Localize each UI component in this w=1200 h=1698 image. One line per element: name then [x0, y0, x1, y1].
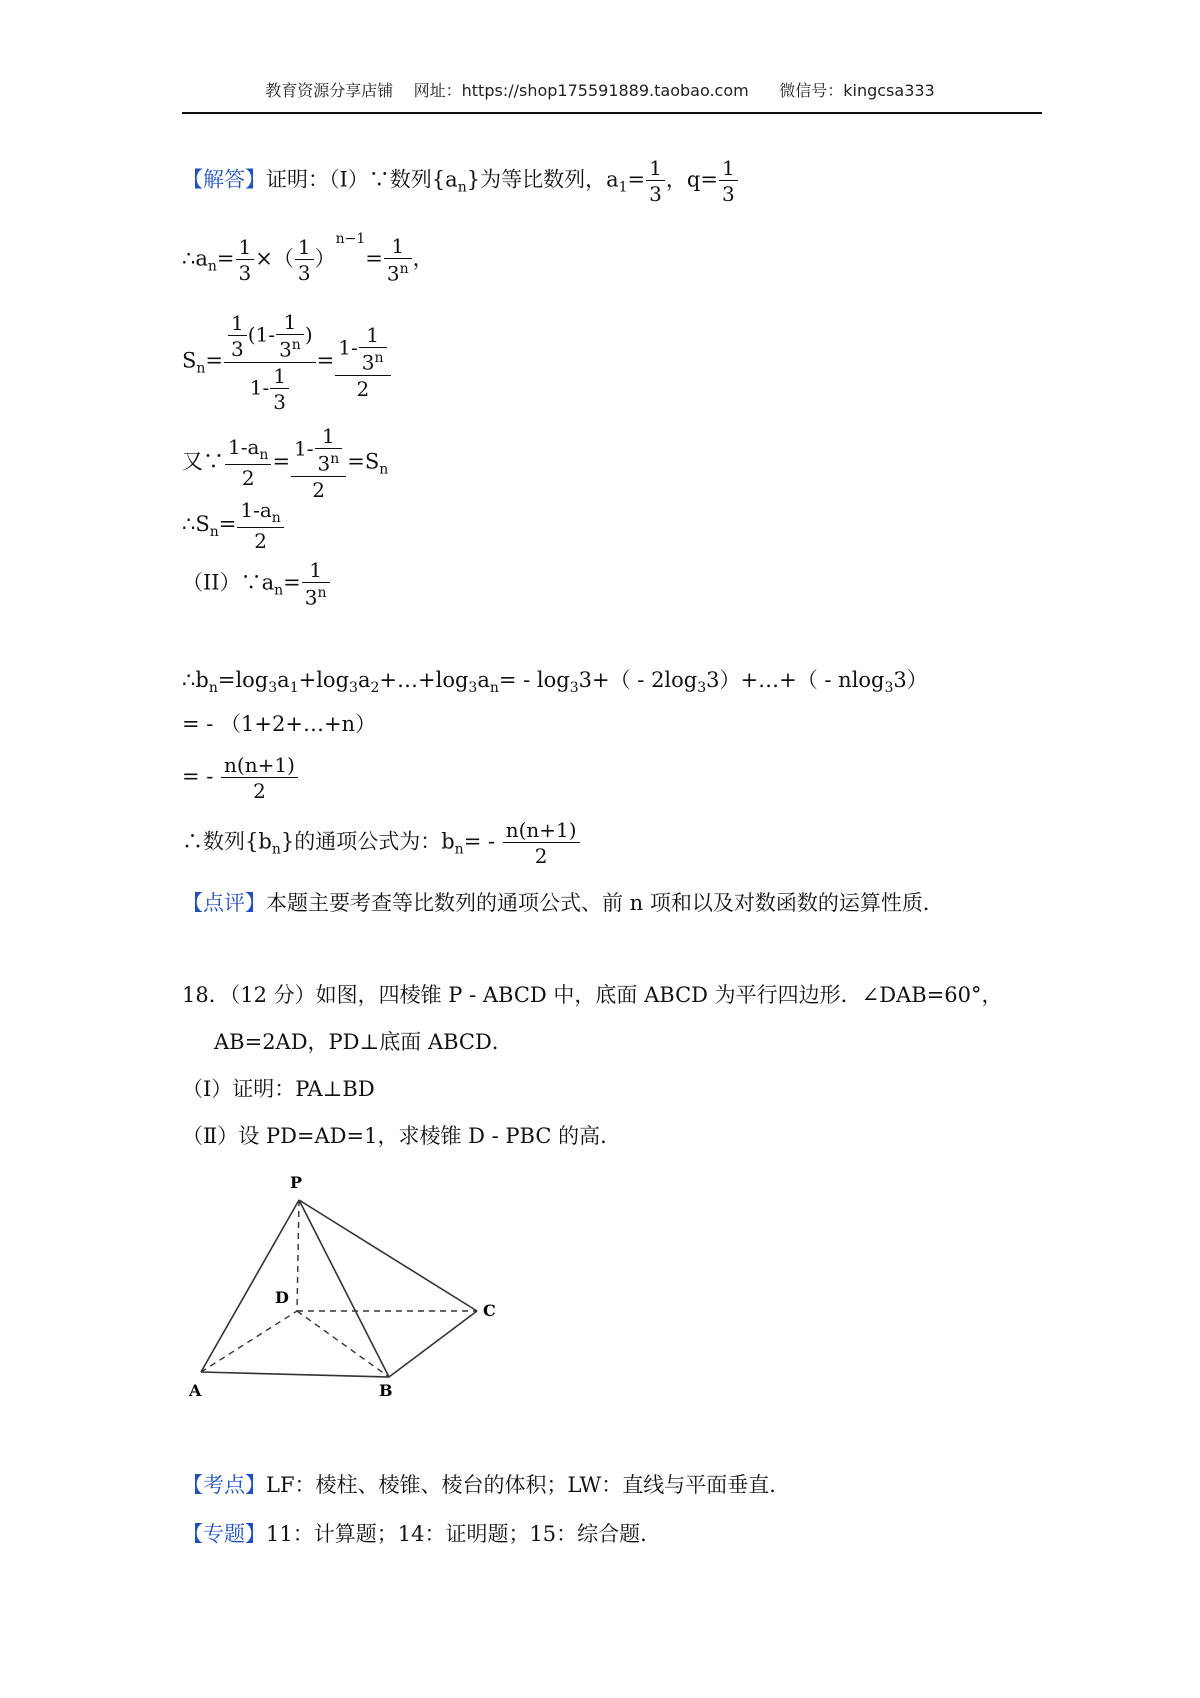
label-D: D [275, 1288, 289, 1307]
part2-prefix: （II）∵a [182, 570, 275, 595]
answer-intro: 证明：（I）∵数列{a [266, 167, 458, 192]
a1-eq: = [627, 167, 646, 192]
an-frac-2-den: 3 [295, 259, 314, 283]
therefore-sn-sub: n [209, 524, 219, 540]
an-exponent: n−1 [335, 231, 366, 248]
an-formula-line [182, 231, 434, 286]
neg-frac-den: 2 [221, 777, 298, 801]
pyramid-diagram [175, 1170, 515, 1405]
final-mid-sub: n [454, 841, 464, 858]
sum-line: = - （1+2+…+n） [182, 712, 377, 736]
zhuanti-tag: 【专题】 [182, 1522, 266, 1546]
an-frac-3-base: 3 [386, 261, 400, 286]
q-frac-den: 3 [719, 180, 738, 204]
sn-eq-1: = [205, 348, 224, 373]
sn-inner-frac-exp: n [291, 337, 301, 353]
label-B: B [379, 1381, 393, 1400]
therefore-sn-frac [237, 500, 283, 551]
edge-PC [299, 1200, 477, 1311]
you-line [182, 426, 388, 500]
header-wechat-label: 微信号： [779, 81, 844, 100]
comment-text: 本题主要考查等比数列的通项公式、前 n 项和以及对数函数的运算性质． [266, 891, 944, 915]
final-frac-num: n(n+1) [505, 818, 577, 842]
label-A: A [189, 1381, 202, 1400]
sn-formula-line [182, 312, 392, 412]
bn-mid-1-base: 3 [697, 680, 707, 696]
edge-PA [201, 1200, 299, 1372]
problem18-line-1: 18．（12 分）如图，四棱锥 P - ABCD 中，底面 ABCD 为平行四边形．∠DAB=60°， [182, 983, 1003, 1007]
you-frac-2-inner-den [315, 448, 343, 474]
neg-eq: = - [182, 764, 221, 789]
an-frac-2-num: 1 [297, 234, 311, 259]
sn-eq-2: = [316, 348, 335, 373]
you-frac-2-one-minus: 1- [294, 436, 314, 461]
you-frac-1-num [225, 437, 271, 464]
an-frac-1-num: 1 [238, 234, 252, 259]
answer-intro-sub: n [457, 179, 467, 196]
problem18-part-2: （Ⅱ）设 PD=AD=1，求棱锥 D - PBC 的高． [182, 1124, 622, 1148]
part2-line [182, 560, 331, 608]
kaodian-tag: 【考点】 [182, 1473, 266, 1497]
final-frac [503, 820, 580, 866]
kaodian-text: LF：棱柱、棱锥、棱台的体积；LW：直线与平面垂直． [266, 1473, 791, 1497]
sn-big-num [224, 312, 316, 362]
header-shop: 教育资源分享店铺 [265, 81, 394, 100]
bn-log-1: =log [217, 668, 269, 692]
you-eq: = [272, 449, 291, 474]
an-prefix: ∴a [182, 246, 208, 271]
sn-inner-frac-den [276, 334, 304, 360]
bn-log-1-base: 3 [268, 680, 278, 696]
neg-frac-num: n(n+1) [224, 753, 295, 777]
an-times: ×（ [255, 246, 294, 271]
an-frac-3 [384, 236, 412, 284]
you-prefix: 又∵ [182, 449, 224, 474]
sn-label: S [182, 348, 197, 373]
kaodian-line [182, 1471, 790, 1499]
an-frac-1 [236, 234, 255, 285]
bn-an-sub: n [489, 680, 499, 696]
bn-log-2-base: 3 [349, 680, 358, 696]
bn-mid-2: 3）+…+（ - nlog [706, 668, 885, 692]
edge-DB [297, 1311, 389, 1377]
q-label: ，q= [665, 167, 718, 192]
label-C: C [483, 1301, 496, 1320]
you-frac-1-text: 1-a [228, 435, 260, 460]
sn-inner-frac-base: 3 [279, 337, 292, 362]
part2-frac [302, 560, 330, 608]
sn-rhs-num [335, 325, 390, 375]
zhuanti-text: 11：计算题；14：证明题；15：综合题． [266, 1522, 662, 1546]
bn-eq-log-base: 3 [569, 680, 579, 696]
final-frac-den: 2 [503, 842, 580, 866]
therefore-sn: ∴S [182, 512, 210, 536]
an-eq-1: = [216, 246, 235, 271]
comment-line [182, 889, 944, 917]
you-sn-tail: =S [347, 449, 380, 474]
you-frac-1 [225, 435, 271, 491]
final-line [182, 820, 581, 866]
pyramid-figure [175, 1170, 515, 1409]
sn-rhs-den: 2 [335, 375, 390, 399]
label-P: P [290, 1173, 303, 1192]
sn-rhs-inner-num: 1 [366, 323, 379, 347]
an-frac-3-den [384, 258, 412, 284]
you-frac-2-den: 2 [291, 476, 346, 500]
final-prefix: ∴数列{b [182, 829, 272, 854]
sn-label-sub: n [196, 360, 206, 377]
you-frac-2-inner-base: 3 [317, 451, 331, 476]
part2-frac-num: 1 [309, 558, 323, 582]
sn-coef-den: 3 [228, 335, 247, 359]
you-frac-2-inner [315, 426, 343, 474]
edge-PD [297, 1200, 299, 1311]
final-prefix-sub: n [271, 841, 281, 858]
sn-rhs-inner-den [359, 347, 387, 373]
problem18-part-1: （Ⅰ）证明：PA⊥BD [182, 1077, 375, 1101]
sn-inner-frac [276, 312, 304, 360]
sn-coef-frac [228, 310, 247, 361]
bn-eq-neg-log: = - log [498, 668, 570, 692]
therefore-sn-frac-text: 1-a [240, 498, 272, 522]
problem18-line-2: AB=2AD，PD⊥底面 ABCD． [214, 1030, 513, 1054]
you-sn-sub: n [379, 461, 389, 478]
sn-rhs-inner-base: 3 [361, 350, 375, 375]
therefore-sn-frac-sub: n [271, 510, 281, 526]
bn-prefix: ∴b [182, 668, 209, 692]
a1-frac-den: 3 [646, 180, 665, 204]
you-frac-1-sub: n [259, 447, 269, 464]
therefore-sn-frac-num [237, 500, 283, 527]
sn-den-frac-num: 1 [273, 363, 286, 388]
you-frac-1-den: 2 [225, 464, 271, 488]
zhuanti-line [182, 1520, 661, 1548]
bn-log-line: $\therefore b_n=\log_3a_1+\log_3a_2+\dots+\log_3a_n= - \log_33+$（ - $2\log_33)+\dots+( - nlog_33)$ [182, 668, 928, 696]
you-frac-2-inner-exp: n [330, 451, 340, 467]
sn-inner-close: ) [304, 322, 313, 347]
an-frac-1-den: 3 [236, 259, 255, 283]
answer-line-1 [182, 158, 739, 204]
answer-intro-tail: }为等比数列， [466, 167, 607, 192]
part2-sub: n [274, 582, 284, 599]
bn-mid-3: 3） [893, 668, 928, 692]
part2-frac-den [302, 582, 330, 608]
bn-mid-1: 3+（ - 2log [578, 668, 698, 692]
header-divider [182, 112, 1042, 114]
bn-a1-sub: 1 [289, 680, 299, 696]
bn-mid-2-base: 3 [884, 680, 894, 696]
therefore-sn-line [182, 500, 285, 551]
sn-inner-frac-num: 1 [283, 310, 297, 334]
q-frac-num: 1 [721, 156, 735, 180]
part2-eq: = [283, 570, 301, 595]
bn-log-3: +…+log [379, 668, 469, 692]
bn-prefix-sub: n [208, 680, 218, 696]
edge-BC [389, 1311, 477, 1377]
bn-log-3-base: 3 [468, 680, 478, 696]
final-mid: }的通项公式为：b [280, 829, 455, 854]
final-eq: = - [463, 829, 502, 854]
a1-frac-num: 1 [649, 156, 662, 180]
sn-big-den [224, 362, 316, 412]
neg-frac-line [182, 755, 299, 801]
an-prefix-sub: n [207, 258, 217, 275]
an-frac-2 [295, 234, 314, 285]
a1-fraction [646, 158, 665, 204]
sn-inner: (1- [247, 322, 276, 347]
therefore-sn-eq: = [218, 512, 237, 536]
page-header [0, 78, 1200, 101]
edge-AB [201, 1372, 389, 1377]
sn-den-frac [270, 363, 289, 414]
edge-PB [299, 1200, 389, 1377]
sn-den-frac-den: 3 [270, 388, 289, 412]
sn-den-one-minus: 1- [249, 375, 270, 400]
sn-big-fraction [224, 312, 316, 412]
an-comma: ， [412, 246, 434, 271]
q-fraction [719, 158, 738, 204]
you-frac-2-inner-num: 1 [322, 424, 335, 448]
part2-frac-base: 3 [304, 585, 318, 610]
therefore-sn-frac-den: 2 [237, 527, 283, 551]
a1-sub: 1 [618, 179, 628, 196]
edge-AD [201, 1311, 297, 1372]
header-site-label: 网址： [413, 81, 462, 100]
sn-rhs-inner-exp: n [374, 350, 384, 366]
neg-frac [221, 755, 298, 801]
a1-symbol: a [606, 167, 619, 192]
sn-coef-num: 1 [231, 310, 244, 335]
sn-rhs-fraction [335, 325, 390, 399]
part2-frac-exp: n [317, 585, 327, 601]
you-frac-2-num [291, 426, 346, 476]
you-frac-2 [291, 426, 346, 500]
comment-tag: 【点评】 [182, 891, 266, 915]
header-site-url[interactable]: https://shop175591889.taobao.com [461, 81, 749, 100]
an-frac-3-exp: n [399, 261, 409, 277]
header-wechat-id: kingcsa333 [843, 81, 935, 100]
sn-rhs-one-minus: 1- [338, 335, 358, 360]
sn-rhs-inner-frac [359, 325, 387, 373]
an-frac-3-num: 1 [391, 234, 405, 258]
an-eq-2: = [365, 246, 383, 271]
answer-tag: 【解答】 [182, 167, 266, 192]
an-close: ） [314, 246, 336, 271]
